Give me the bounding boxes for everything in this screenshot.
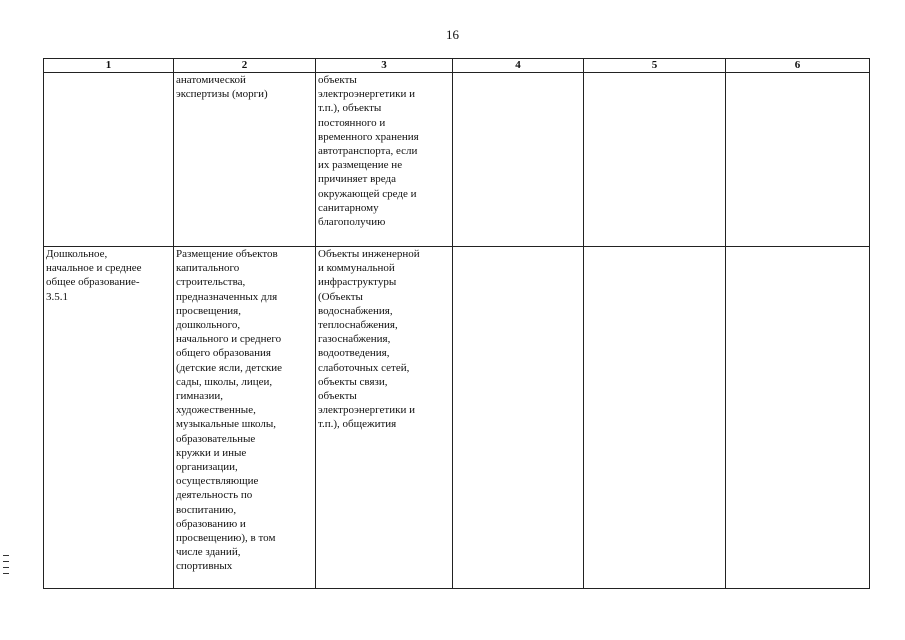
- column-header-4: 4: [453, 59, 584, 73]
- table-row: [44, 73, 870, 247]
- table-cell: [174, 73, 316, 247]
- document-table: [43, 58, 870, 589]
- column-header-2: 2: [174, 59, 316, 73]
- table-cell: [453, 73, 584, 247]
- margin-mark: [3, 555, 9, 556]
- cell-text: анатомической экспертизы (морги): [176, 74, 268, 101]
- table-cell: [316, 73, 453, 247]
- table-cell: [453, 247, 584, 589]
- table-cell: [726, 247, 870, 589]
- table-cell: [316, 247, 453, 589]
- column-header-5: 5: [584, 59, 726, 73]
- table-cell: [174, 247, 316, 589]
- cell-text: Дошкольное, начальное и среднее общее образование- 3.5.1: [46, 248, 142, 303]
- table-row: [44, 247, 870, 589]
- margin-mark: [3, 561, 9, 562]
- column-header-1: 1: [44, 59, 174, 73]
- table-cell: [726, 73, 870, 247]
- column-header-3: 3: [316, 59, 453, 73]
- margin-mark: [3, 567, 9, 568]
- cell-text: Объекты инженерной и коммунальной инфраструктуры (Объекты водоснабжения, теплоснабжения, газоснабжения, водоотведения, слаботочных сетей, объекты связи, объекты электроэнергетики и т.п.), общежития: [318, 248, 420, 431]
- cell-text: Размещение объектов капитального строительства, предназначенных для просвещения, дошкольного, начального и среднего общего образования (детские ясли, детские сады, школы, лицеи, гимназии, художественные, музыкальные школы, образовательные кружки и иные организации, осуществляющие деятельность по воспитанию, образованию и просвещению), в том числе зданий, спортивных: [176, 248, 283, 573]
- table-cell: [44, 247, 174, 589]
- scan-margin-marks: [3, 555, 9, 579]
- column-header-6: 6: [726, 59, 870, 73]
- table-cell: [584, 73, 726, 247]
- table-cell: [44, 73, 174, 247]
- cell-text: объекты электроэнергетики и т.п.), объекты постоянного и временного хранения автотранспорта, если их размещение не причиняет вреда окружающей среде и санитарному благополучию: [318, 74, 419, 229]
- table-cell: [584, 247, 726, 589]
- table-header-row: [44, 59, 870, 73]
- page-number: 16: [446, 27, 459, 42]
- margin-mark: [3, 573, 9, 574]
